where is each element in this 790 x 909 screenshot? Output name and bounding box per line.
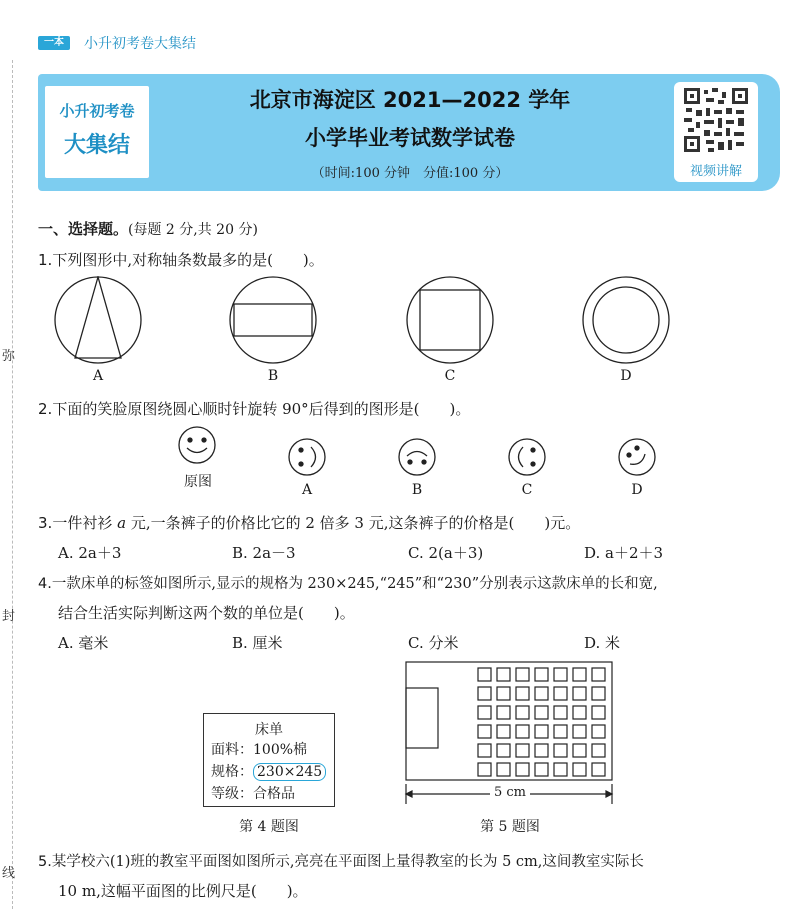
desk <box>478 744 491 757</box>
binding-char-xian: 线 <box>2 866 16 881</box>
q3-choice-a[interactable]: A. 2a＋3 <box>58 544 122 562</box>
dimension-label: 5 cm <box>490 785 530 800</box>
desk <box>573 744 586 757</box>
label-card-fabric: 面料：100%棉 <box>211 742 308 758</box>
desk <box>497 706 510 719</box>
desk <box>592 763 605 776</box>
question-5-line2: 10 m,这幅平面图的比例尺是( )。 <box>58 882 308 900</box>
binding-char-mi: 弥 <box>2 349 16 364</box>
desk <box>516 687 529 700</box>
desk <box>592 744 605 757</box>
label-card-title: 床单 <box>255 722 283 738</box>
desk <box>478 706 491 719</box>
exam-subtitle: 小学毕业考试数学试卷 <box>305 126 515 150</box>
desk <box>592 687 605 700</box>
q1-figures <box>50 276 690 366</box>
q1-figure-a <box>55 277 141 363</box>
desk <box>478 763 491 776</box>
q1-figure-b <box>230 277 316 363</box>
q2-figure-d <box>619 439 655 475</box>
desk <box>497 725 510 738</box>
classroom-outline <box>406 662 612 780</box>
question-text: 下列图形中,对称轴条数最多的是( )。 <box>52 251 324 269</box>
label-card-grade: 等级：合格品 <box>211 786 295 802</box>
question-number: 4. <box>38 576 52 592</box>
question-4-line2: 结合生活实际判断这两个数的单位是( )。 <box>58 604 355 622</box>
q2-option-b[interactable]: B <box>411 482 423 498</box>
desk <box>592 725 605 738</box>
q2-figure-original <box>179 427 215 463</box>
q4-choice-b[interactable]: B. 厘米 <box>232 634 283 652</box>
desk <box>497 687 510 700</box>
desk <box>554 744 567 757</box>
section-heading <box>38 218 258 239</box>
section-note: (每题 2 分,共 20 分) <box>128 222 258 238</box>
q1-option-d[interactable]: D <box>620 368 632 384</box>
podium <box>406 688 438 748</box>
question-number: 2. <box>38 400 53 418</box>
desk <box>573 687 586 700</box>
q5-figure-caption: 第 5 题图 <box>480 819 540 835</box>
question-text-after: 元,一条裤子的价格比它的 2 倍多 3 元,这条裤子的价格是( )元。 <box>126 514 581 532</box>
video-explanation-label[interactable]: 视频讲解 <box>689 164 742 179</box>
question-text-line1: 某学校六(1)班的教室平面图如图所示,亮亮在平面图上量得教室的长为 5 cm,这间教室实际长 <box>51 854 644 870</box>
desk <box>573 668 586 681</box>
question-number: 1. <box>38 251 53 269</box>
badge-line2: 大集结 <box>63 133 130 158</box>
desk <box>554 668 567 681</box>
q2-original-label: 原图 <box>184 474 212 490</box>
q2-option-a[interactable]: A <box>301 482 313 498</box>
desk <box>573 763 586 776</box>
question-number: 5. <box>38 854 52 870</box>
desk <box>497 763 510 776</box>
desk <box>592 706 605 719</box>
q3-choice-b[interactable]: B. 2a－3 <box>232 544 296 562</box>
q2-figure-a <box>289 439 325 475</box>
desk <box>497 744 510 757</box>
variable-a: a <box>117 514 127 532</box>
label-card-spec <box>211 761 326 781</box>
desk <box>516 725 529 738</box>
desk <box>535 744 548 757</box>
q4-figure-caption: 第 4 题图 <box>239 819 299 835</box>
spec-prefix: 规格： <box>211 764 253 780</box>
desk <box>516 744 529 757</box>
binding-dashed-line <box>12 60 13 909</box>
binding-char-feng: 封 <box>2 609 16 624</box>
q4-choice-d[interactable]: D. 米 <box>584 634 621 652</box>
qr-code-icon[interactable] <box>682 86 750 154</box>
question-text-before: 一件衬衫 <box>52 514 118 532</box>
desk <box>573 706 586 719</box>
desk <box>535 725 548 738</box>
q4-choice-a[interactable]: A. 毫米 <box>58 634 109 652</box>
question-4 <box>38 572 658 593</box>
q2-option-c[interactable]: C <box>521 482 533 498</box>
q2-figure-c <box>509 439 545 475</box>
question-5 <box>38 850 644 871</box>
exam-meta: （时间:100 分钟 分值:100 分） <box>311 166 509 181</box>
spec-value-highlight: 230×245 <box>253 763 326 781</box>
desk <box>516 706 529 719</box>
q1-option-b[interactable]: B <box>267 368 279 384</box>
q1-figure-d <box>583 277 669 363</box>
desk <box>554 687 567 700</box>
desk <box>535 668 548 681</box>
q1-option-a[interactable]: A <box>92 368 104 384</box>
desk <box>535 763 548 776</box>
question-text: 下面的笑脸原图绕圆心顺时针旋转 90°后得到的图形是( )。 <box>52 400 471 418</box>
desk <box>535 706 548 719</box>
question-3 <box>38 512 580 533</box>
brand-text: 小升初考卷大集结 <box>84 36 196 52</box>
section-title: 一、选择题。 <box>38 220 129 238</box>
desk <box>535 687 548 700</box>
desk <box>554 725 567 738</box>
desk <box>516 763 529 776</box>
desk <box>573 725 586 738</box>
question-text-line1: 一款床单的标签如图所示,显示的规格为 230×245,“245”和“230”分别表示这款床单的长和宽, <box>51 576 658 592</box>
question-1 <box>38 249 324 270</box>
q3-choice-d[interactable]: D. a＋2＋3 <box>584 544 664 562</box>
desk-grid <box>478 668 605 776</box>
desk <box>554 763 567 776</box>
desk <box>516 668 529 681</box>
desk <box>478 687 491 700</box>
question-2 <box>38 398 470 419</box>
desk <box>554 706 567 719</box>
q2-figures <box>170 424 670 480</box>
q2-option-d[interactable]: D <box>631 482 643 498</box>
desk <box>478 725 491 738</box>
brand-tag: 一本 <box>38 36 70 50</box>
desk <box>497 668 510 681</box>
desk <box>592 668 605 681</box>
q1-figure-c <box>407 277 493 363</box>
question-number: 3. <box>38 514 53 532</box>
desk <box>478 668 491 681</box>
q1-option-c[interactable]: C <box>444 368 456 384</box>
exam-title: 北京市海淀区 2021—2022 学年 <box>249 88 571 112</box>
q3-choice-c[interactable]: C. 2(a＋3) <box>408 544 484 562</box>
q2-figure-b <box>399 439 435 475</box>
badge-line1: 小升初考卷 <box>59 102 135 120</box>
q4-choice-c[interactable]: C. 分米 <box>408 634 459 652</box>
